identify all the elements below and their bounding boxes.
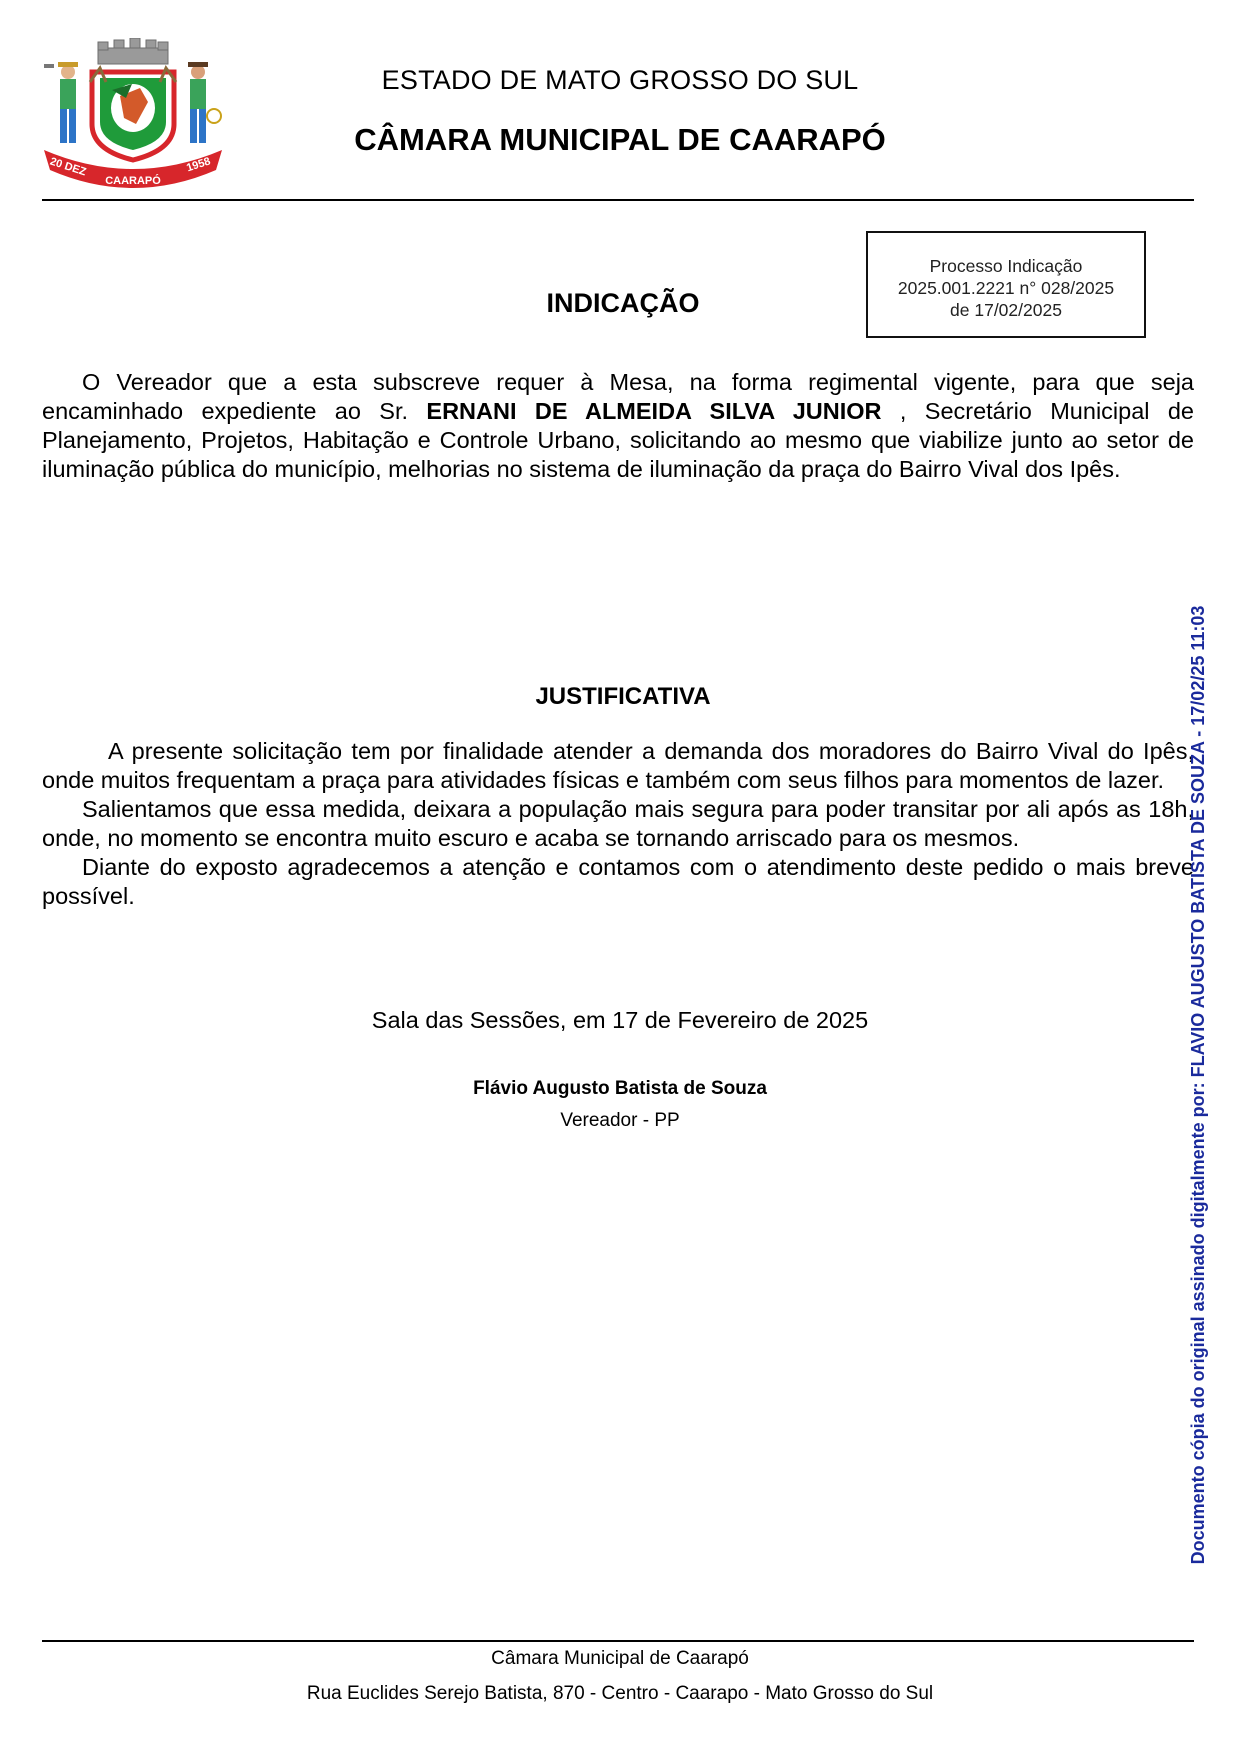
footer-address: Rua Euclides Serejo Batista, 870 - Centro - Caarapo - Mato Grosso do Sul [306,1683,934,1704]
chamber-name: CÂMARA MUNICIPAL DE CAARAPÓ [354,122,886,157]
stamp-line-3: de 17/02/2025 [950,300,1062,320]
place-date: Sala das Sessões, em 17 de Fevereiro de 2025 [371,1007,869,1033]
svg-text:1958: 1958 [185,155,213,175]
signer-role: Vereador - PP [560,1110,680,1131]
state-name: ESTADO DE MATO GROSSO DO SUL [381,65,859,95]
process-stamp [866,231,1146,338]
municipal-crest-logo [40,38,226,188]
svg-text:CAARAPÓ: CAARAPÓ [105,175,161,187]
request-text-start: O Vereador que a esta subscreve requer à Mesa, na forma regimental vigente, para que seja encaminhado expediente ao Sr. [42,369,1194,424]
justification-body [42,737,1194,911]
svg-text:20 DEZ: 20 DEZ [48,155,88,179]
justification-paragraph-3: Diante do exposto agradecemos a atenção e contamos com o atendimento deste pedido o mais breve possível. [42,854,1194,909]
recipient-name: ERNANI DE ALMEIDA SILVA JUNIOR [426,398,882,424]
stamp-line-2: 2025.001.2221 n° 028/2025 [897,278,1115,298]
stamp-line-1: Processo Indicação [929,256,1083,276]
footer-chamber: Câmara Municipal de Caarapó [491,1648,749,1669]
footer-divider [42,1640,1194,1642]
signer-name: Flávio Augusto Batista de Souza [473,1078,767,1099]
header-divider [42,199,1194,201]
justification-paragraph-1: A presente solicitação tem por finalidade atender a demanda dos moradores do Bairro Vival do Ipês, onde muitos frequentam a praça para atividades físicas e também com seus filhos para momentos de lazer. [42,738,1194,793]
digital-signature-notice: Documento cópia do original assinado digitalmente por: FLAVIO AUGUSTO BATISTA DE SOUZA - 17/02/25 11:03 [1188,605,1208,1565]
justification-title: JUSTIFICATIVA [535,683,711,710]
justification-paragraph-2: Salientamos que essa medida, deixara a população mais segura para poder transitar por ali após as 18h, onde, no momento se encontra muito escuro e acaba se tornando arriscado para os mesmos. [42,796,1194,851]
request-text-end: , Secretário Municipal de Planejamento, Projetos, Habitação e Controle Urbano, solicitando ao mesmo que viabilize junto ao setor de iluminação pública do município, melhorias no sistema de iluminação da praça do Bairro Vival dos Ipês. [42,398,1194,482]
request-paragraph [42,368,1194,484]
document-title: INDICAÇÃO [546,288,700,318]
